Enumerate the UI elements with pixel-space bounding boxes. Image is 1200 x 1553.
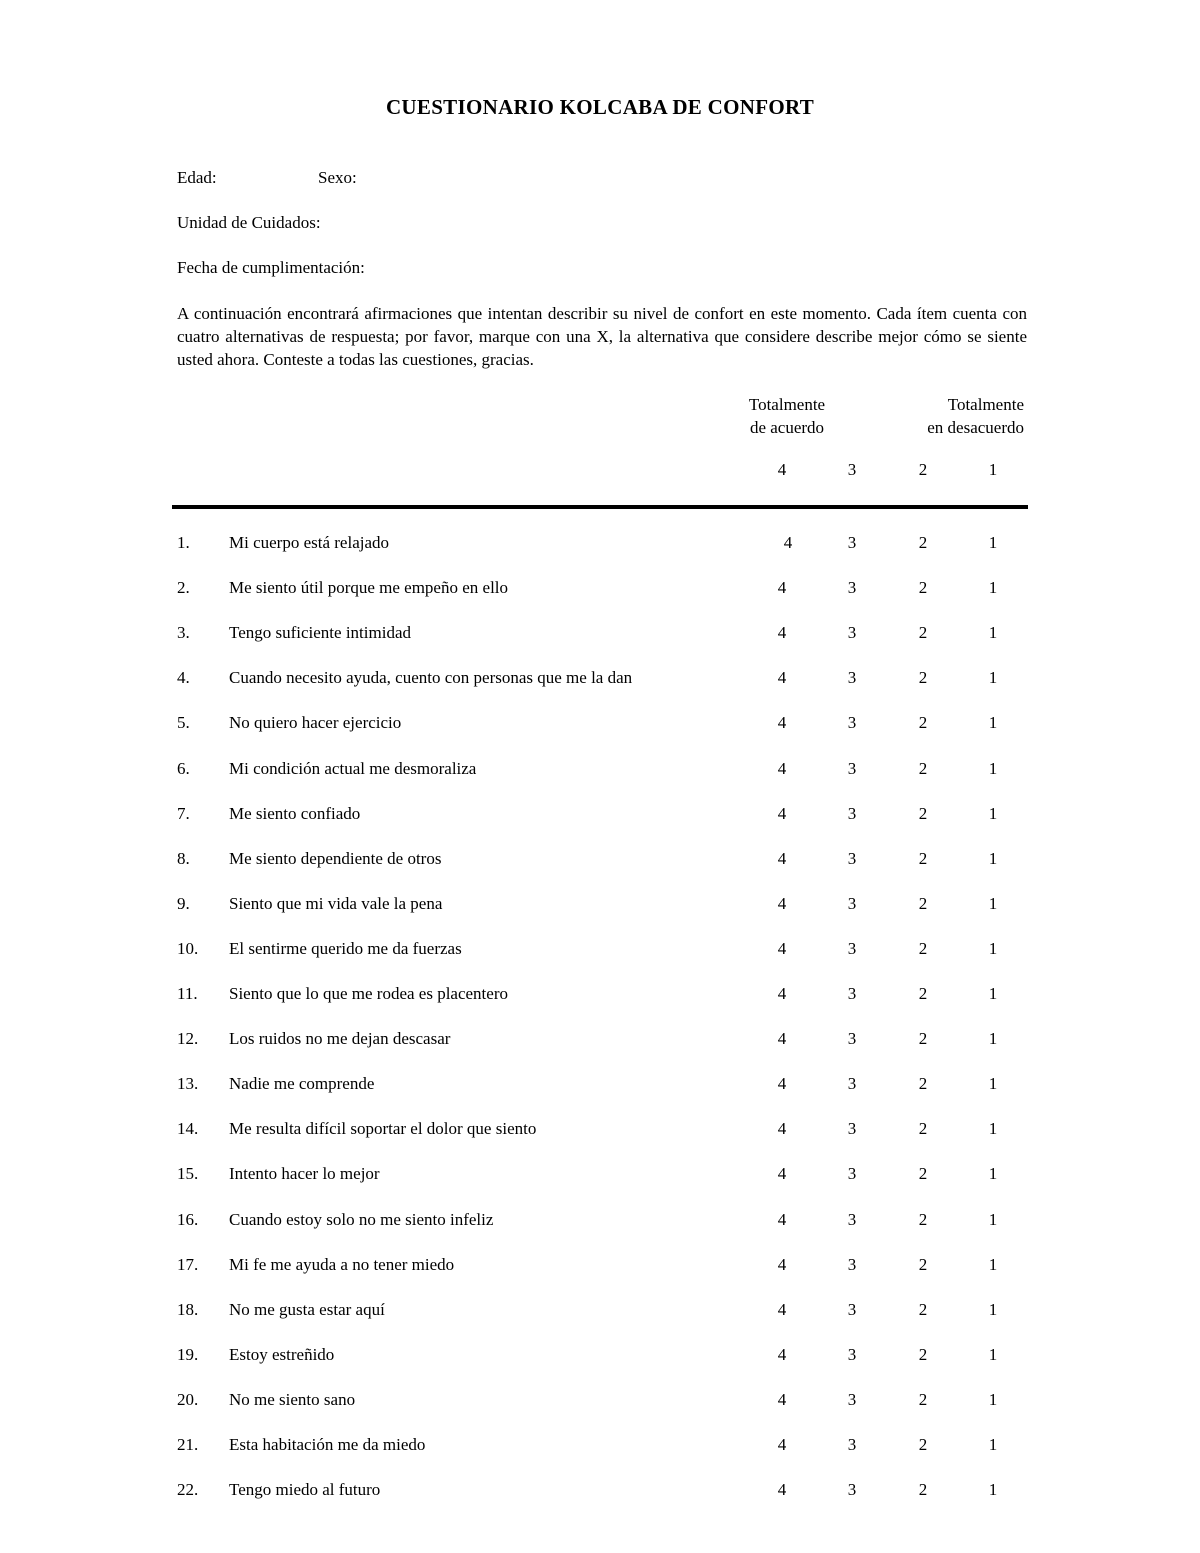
questionnaire-item [0,533,1200,557]
answer-option-4[interactable]: 4 [777,1164,787,1184]
item-statement: Tengo suficiente intimidad [229,623,411,643]
answer-option-3[interactable]: 3 [847,984,857,1003]
answer-option-1[interactable]: 1 [988,623,998,643]
item-number: 7. [177,803,190,823]
answer-option-4[interactable]: 4 [777,713,787,733]
item-number: 17. [177,1254,199,1274]
answer-option-3[interactable]: 3 [847,668,857,688]
item-number: 13. [177,1074,199,1094]
answer-option-3[interactable]: 3 [847,893,857,913]
answer-option-4[interactable]: 4 [777,758,787,778]
answer-option-1[interactable]: 1 [988,1435,998,1454]
scale-agree-heading [740,393,834,439]
questionnaire-item [0,1390,1200,1414]
answer-option-2[interactable]: 2 [918,803,928,823]
item-number: 22. [177,1480,199,1500]
answer-option-3[interactable]: 3 [847,1164,857,1184]
answer-option-4[interactable]: 4 [777,893,787,913]
answer-option-2[interactable]: 2 [918,758,928,778]
scale-value-4: 4 [777,460,787,479]
item-statement: No me gusta estar aquí [229,1299,385,1319]
answer-option-1[interactable]: 1 [988,984,998,1003]
questionnaire-item [0,849,1200,873]
sexo-label: Sexo: [318,168,357,187]
answer-option-3[interactable]: 3 [847,938,857,958]
item-statement: Nadie me comprende [229,1074,375,1094]
answer-option-3[interactable]: 3 [847,713,857,733]
questionnaire-item [0,1345,1200,1369]
questionnaire-item [0,1300,1200,1324]
answer-option-4[interactable]: 4 [783,533,793,552]
answer-option-3[interactable]: 3 [847,623,857,643]
answer-option-2[interactable]: 2 [918,1254,928,1274]
item-number: 11. [177,984,198,1003]
answer-option-2[interactable]: 2 [918,1074,928,1094]
answer-option-4[interactable]: 4 [777,1074,787,1094]
answer-option-4[interactable]: 4 [777,1344,787,1364]
scale-disagree-line2: en desacuerdo [927,418,1024,437]
questionnaire-item [0,1119,1200,1143]
item-number: 8. [177,848,190,868]
questionnaire-item [0,984,1200,1008]
questionnaire-item [0,1480,1200,1504]
item-statement: El sentirme querido me da fuerzas [229,938,462,958]
item-statement: Los ruidos no me dejan descasar [229,1029,451,1049]
item-statement: Cuando estoy solo no me siento infeliz [229,1209,494,1229]
answer-option-1[interactable]: 1 [988,1074,998,1094]
answer-option-2[interactable]: 2 [918,533,928,552]
item-number: 4. [177,668,190,688]
item-statement: Tengo miedo al futuro [229,1480,381,1500]
item-statement: Mi condición actual me desmoraliza [229,758,477,778]
item-statement: Esta habitación me da miedo [229,1435,426,1454]
answer-option-3[interactable]: 3 [847,848,857,868]
edad-label: Edad: [177,168,217,187]
answer-option-2[interactable]: 2 [918,893,928,913]
scale-agree-line2: de acuerdo [749,418,825,437]
item-number: 5. [177,713,190,733]
instructions-paragraph: A continuación encontrará afirmaciones que intentan describir su nivel de confort en este momento. Cada ítem cuenta con cuatro alternativas de respuesta; por favor, marque con una X, la alternativa que considere describe mejor cómo se siente usted ahora. Conteste a todas las cuestiones, gracias. [177,304,1027,369]
answer-option-1[interactable]: 1 [988,578,998,598]
answer-option-1[interactable]: 1 [988,758,998,778]
answer-option-1[interactable]: 1 [988,938,998,958]
answer-option-1[interactable]: 1 [988,893,998,913]
questionnaire-item [0,1435,1200,1459]
answer-option-3[interactable]: 3 [847,1435,857,1454]
answer-option-2[interactable]: 2 [918,1209,928,1229]
item-number: 3. [177,623,190,643]
answer-option-2[interactable]: 2 [918,1299,928,1319]
answer-option-4[interactable]: 4 [777,984,787,1003]
answer-option-3[interactable]: 3 [847,578,857,598]
questionnaire-item [0,759,1200,783]
fecha-label: Fecha de cumplimentación: [177,258,365,277]
answer-option-4[interactable]: 4 [777,1029,787,1049]
item-statement: Siento que mi vida vale la pena [229,893,443,913]
page-title: CUESTIONARIO KOLCABA DE CONFORT [385,95,815,119]
answer-option-4[interactable]: 4 [777,1480,787,1500]
answer-option-4[interactable]: 4 [777,623,787,643]
answer-option-2[interactable]: 2 [918,1435,928,1454]
item-statement: Mi cuerpo está relajado [229,533,390,552]
answer-option-3[interactable]: 3 [847,1480,857,1500]
item-statement: Me resulta difícil soportar el dolor que siento [229,1119,537,1139]
answer-option-2[interactable]: 2 [918,713,928,733]
item-statement: Cuando necesito ayuda, cuento con personas que me la dan [229,668,633,688]
item-statement: Intento hacer lo mejor [229,1164,380,1184]
scale-value-1: 1 [988,460,998,479]
answer-option-1[interactable]: 1 [988,713,998,733]
item-statement: Me siento dependiente de otros [229,848,442,868]
answer-option-1[interactable]: 1 [988,1119,998,1139]
answer-option-4[interactable]: 4 [777,848,787,868]
item-number: 21. [177,1435,199,1454]
item-statement: Siento que lo que me rodea es placentero [229,984,508,1003]
header-divider [172,505,1028,509]
item-statement: Me siento confiado [229,803,361,823]
answer-option-4[interactable]: 4 [777,578,787,598]
answer-option-2[interactable]: 2 [918,1119,928,1139]
item-number: 14. [177,1119,199,1139]
answer-option-1[interactable]: 1 [988,848,998,868]
unidad-label: Unidad de Cuidados: [177,213,321,232]
answer-option-4[interactable]: 4 [777,1119,787,1139]
answer-option-3[interactable]: 3 [847,1254,857,1274]
answer-option-1[interactable]: 1 [988,533,998,552]
answer-option-2[interactable]: 2 [918,848,928,868]
questionnaire-item [0,939,1200,963]
answer-option-1[interactable]: 1 [988,1389,998,1409]
answer-option-1[interactable]: 1 [988,1029,998,1049]
item-number: 20. [177,1389,199,1409]
answer-option-2[interactable]: 2 [918,623,928,643]
answer-option-2[interactable]: 2 [918,1164,928,1184]
answer-option-3[interactable]: 3 [847,1209,857,1229]
answer-option-4[interactable]: 4 [777,1389,787,1409]
item-number: 2. [177,578,190,598]
answer-option-1[interactable]: 1 [988,1164,998,1184]
item-statement: Estoy estreñido [229,1344,335,1364]
answer-option-3[interactable]: 3 [847,1389,857,1409]
answer-option-1[interactable]: 1 [988,803,998,823]
questionnaire-item [0,804,1200,828]
item-number: 1. [177,533,190,552]
item-number: 6. [177,758,190,778]
answer-option-2[interactable]: 2 [918,984,928,1003]
answer-option-2[interactable]: 2 [918,1389,928,1409]
answer-option-3[interactable]: 3 [847,1299,857,1319]
item-statement: Mi fe me ayuda a no tener miedo [229,1254,455,1274]
questionnaire-item [0,623,1200,647]
answer-option-2[interactable]: 2 [918,578,928,598]
answer-option-4[interactable]: 4 [777,1209,787,1229]
scale-disagree-line1: Totalmente [947,395,1024,414]
item-number: 10. [177,938,199,958]
answer-option-1[interactable]: 1 [988,1344,998,1364]
answer-option-4[interactable]: 4 [777,938,787,958]
answer-option-2[interactable]: 2 [918,1029,928,1049]
item-statement: No me siento sano [229,1389,356,1409]
answer-option-2[interactable]: 2 [918,1344,928,1364]
item-number: 19. [177,1344,199,1364]
questionnaire-item [0,578,1200,602]
item-number: 9. [177,893,190,913]
item-statement: No quiero hacer ejercicio [229,713,402,733]
questionnaire-item [0,1029,1200,1053]
questionnaire-item [0,1164,1200,1188]
answer-option-1[interactable]: 1 [988,1480,998,1500]
questionnaire-item [0,1074,1200,1098]
answer-option-4[interactable]: 4 [777,803,787,823]
answer-option-2[interactable]: 2 [918,938,928,958]
item-number: 15. [177,1164,199,1184]
item-statement: Me siento útil porque me empeño en ello [229,578,509,598]
answer-option-3[interactable]: 3 [847,1119,857,1139]
scale-value-3: 3 [847,460,857,479]
answer-option-3[interactable]: 3 [847,1074,857,1094]
answer-option-2[interactable]: 2 [918,1480,928,1500]
answer-option-3[interactable]: 3 [847,533,857,552]
scale-agree-line1: Totalmente [748,395,826,414]
answer-option-4[interactable]: 4 [777,1254,787,1274]
answer-option-1[interactable]: 1 [988,1254,998,1274]
answer-option-1[interactable]: 1 [988,1299,998,1319]
questionnaire-item [0,1210,1200,1234]
answer-option-3[interactable]: 3 [847,803,857,823]
item-number: 18. [177,1299,199,1319]
questionnaire-item [0,668,1200,692]
answer-option-4[interactable]: 4 [777,1435,787,1454]
scale-disagree-heading [906,393,1024,439]
questionnaire-item [0,1255,1200,1279]
answer-option-4[interactable]: 4 [777,668,787,688]
answer-option-3[interactable]: 3 [847,1344,857,1364]
answer-option-2[interactable]: 2 [918,668,928,688]
item-number: 16. [177,1209,199,1229]
answer-option-1[interactable]: 1 [988,668,998,688]
item-number: 12. [177,1029,199,1049]
answer-option-4[interactable]: 4 [777,1299,787,1319]
answer-option-3[interactable]: 3 [847,758,857,778]
scale-value-2: 2 [918,460,928,479]
questionnaire-item [0,894,1200,918]
answer-option-3[interactable]: 3 [847,1029,857,1049]
questionnaire-item [0,713,1200,737]
answer-option-1[interactable]: 1 [988,1209,998,1229]
